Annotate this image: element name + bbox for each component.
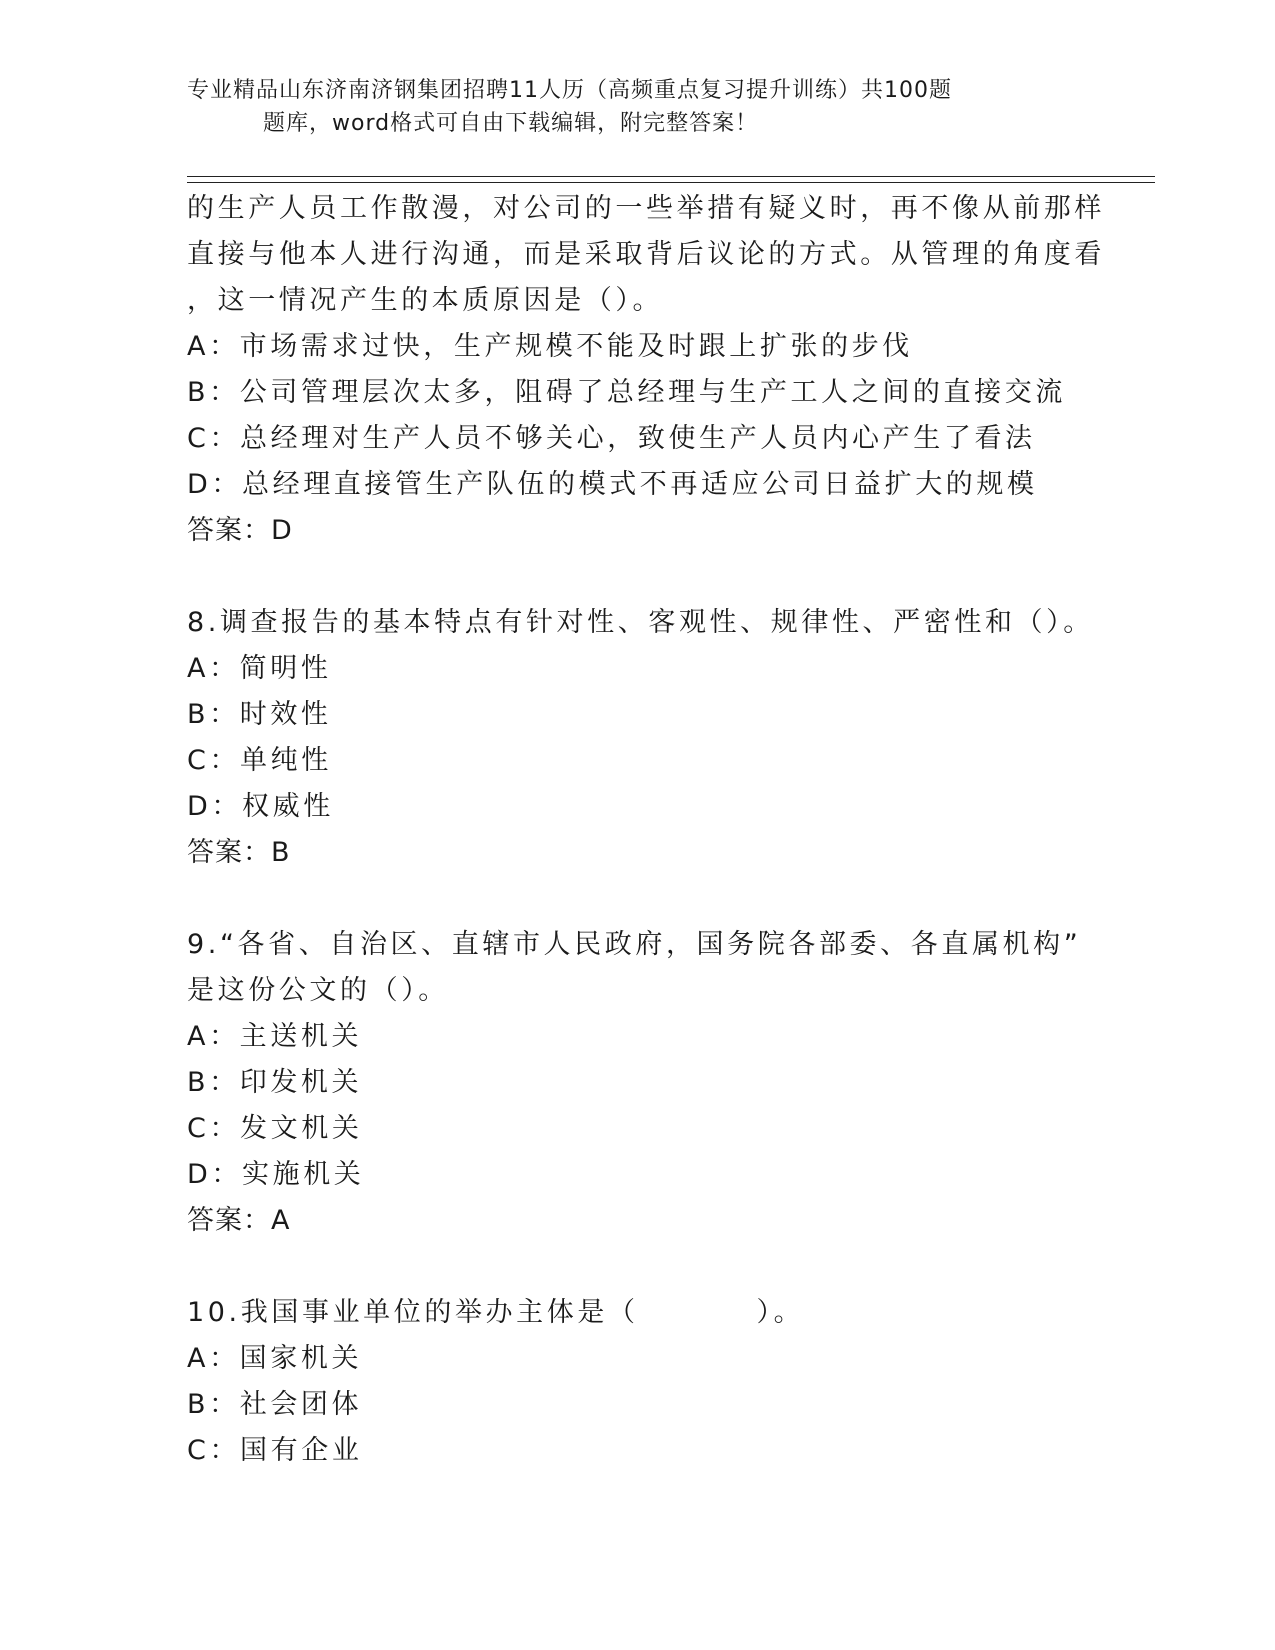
answer-label: 答案：B [187, 837, 291, 868]
answer-label: 答案：A [187, 1205, 291, 1236]
header-title-line-2: 题库，word格式可自由下载编辑，附完整答案！ [263, 111, 759, 136]
question-stem-line: 9.“各省、自治区、直辖市人民政府，国务院各部委、各直属机构” [187, 929, 1082, 960]
option-a: A：主送机关 [187, 1021, 363, 1052]
question-7 [187, 186, 1167, 554]
spacer [187, 876, 1167, 922]
spacer [187, 554, 1167, 600]
question-10 [187, 1290, 1167, 1474]
question-stem-line: 8.调查报告的基本特点有针对性、客观性、规律性、严密性和（）。 [187, 607, 1094, 638]
option-a: A：简明性 [187, 653, 332, 684]
question-stem-line: 的生产人员工作散漫，对公司的一些举措有疑义时，再不像从前那样 [187, 193, 1105, 224]
header-divider-bottom [187, 182, 1155, 183]
option-b: B：时效性 [187, 699, 332, 730]
option-b: B：社会团体 [187, 1389, 363, 1420]
spacer [187, 1244, 1167, 1290]
option-b: B：公司管理层次太多，阻碍了总经理与生产工人之间的直接交流 [187, 377, 1066, 408]
option-c: C：发文机关 [187, 1113, 363, 1144]
header-title-line-1: 专业精品山东济南济钢集团招聘11人历（高频重点复习提升训练）共100题 [187, 78, 952, 103]
question-list [187, 186, 1167, 1474]
question-stem-line: 直接与他本人进行沟通，而是采取背后议论的方式。从管理的角度看 [187, 239, 1105, 270]
option-c: C：总经理对生产人员不够关心，致使生产人员内心产生了看法 [187, 423, 1036, 454]
question-stem-end: ）。 [756, 1297, 805, 1328]
option-a: A：市场需求过快，生产规模不能及时跟上扩张的步伐 [187, 331, 913, 362]
option-c: C：单纯性 [187, 745, 332, 776]
question-stem-line [187, 1290, 1167, 1336]
question-stem-line: 是这份公文的（）。 [187, 975, 449, 1006]
option-a: A：国家机关 [187, 1343, 363, 1374]
option-d: D：总经理直接管生产队伍的模式不再适应公司日益扩大的规模 [187, 469, 1038, 500]
question-8 [187, 600, 1167, 876]
answer-label: 答案：D [187, 515, 293, 546]
option-b: B：印发机关 [187, 1067, 363, 1098]
option-d: D：实施机关 [187, 1159, 365, 1190]
document-header [187, 74, 1087, 140]
header-divider-top [187, 176, 1155, 177]
question-stem-start: 10.我国事业单位的举办主体是（ [187, 1297, 639, 1328]
option-c: C：国有企业 [187, 1435, 363, 1466]
option-d: D：权威性 [187, 791, 334, 822]
question-stem-line: ，这一情况产生的本质原因是（）。 [187, 285, 664, 316]
question-9 [187, 922, 1167, 1244]
